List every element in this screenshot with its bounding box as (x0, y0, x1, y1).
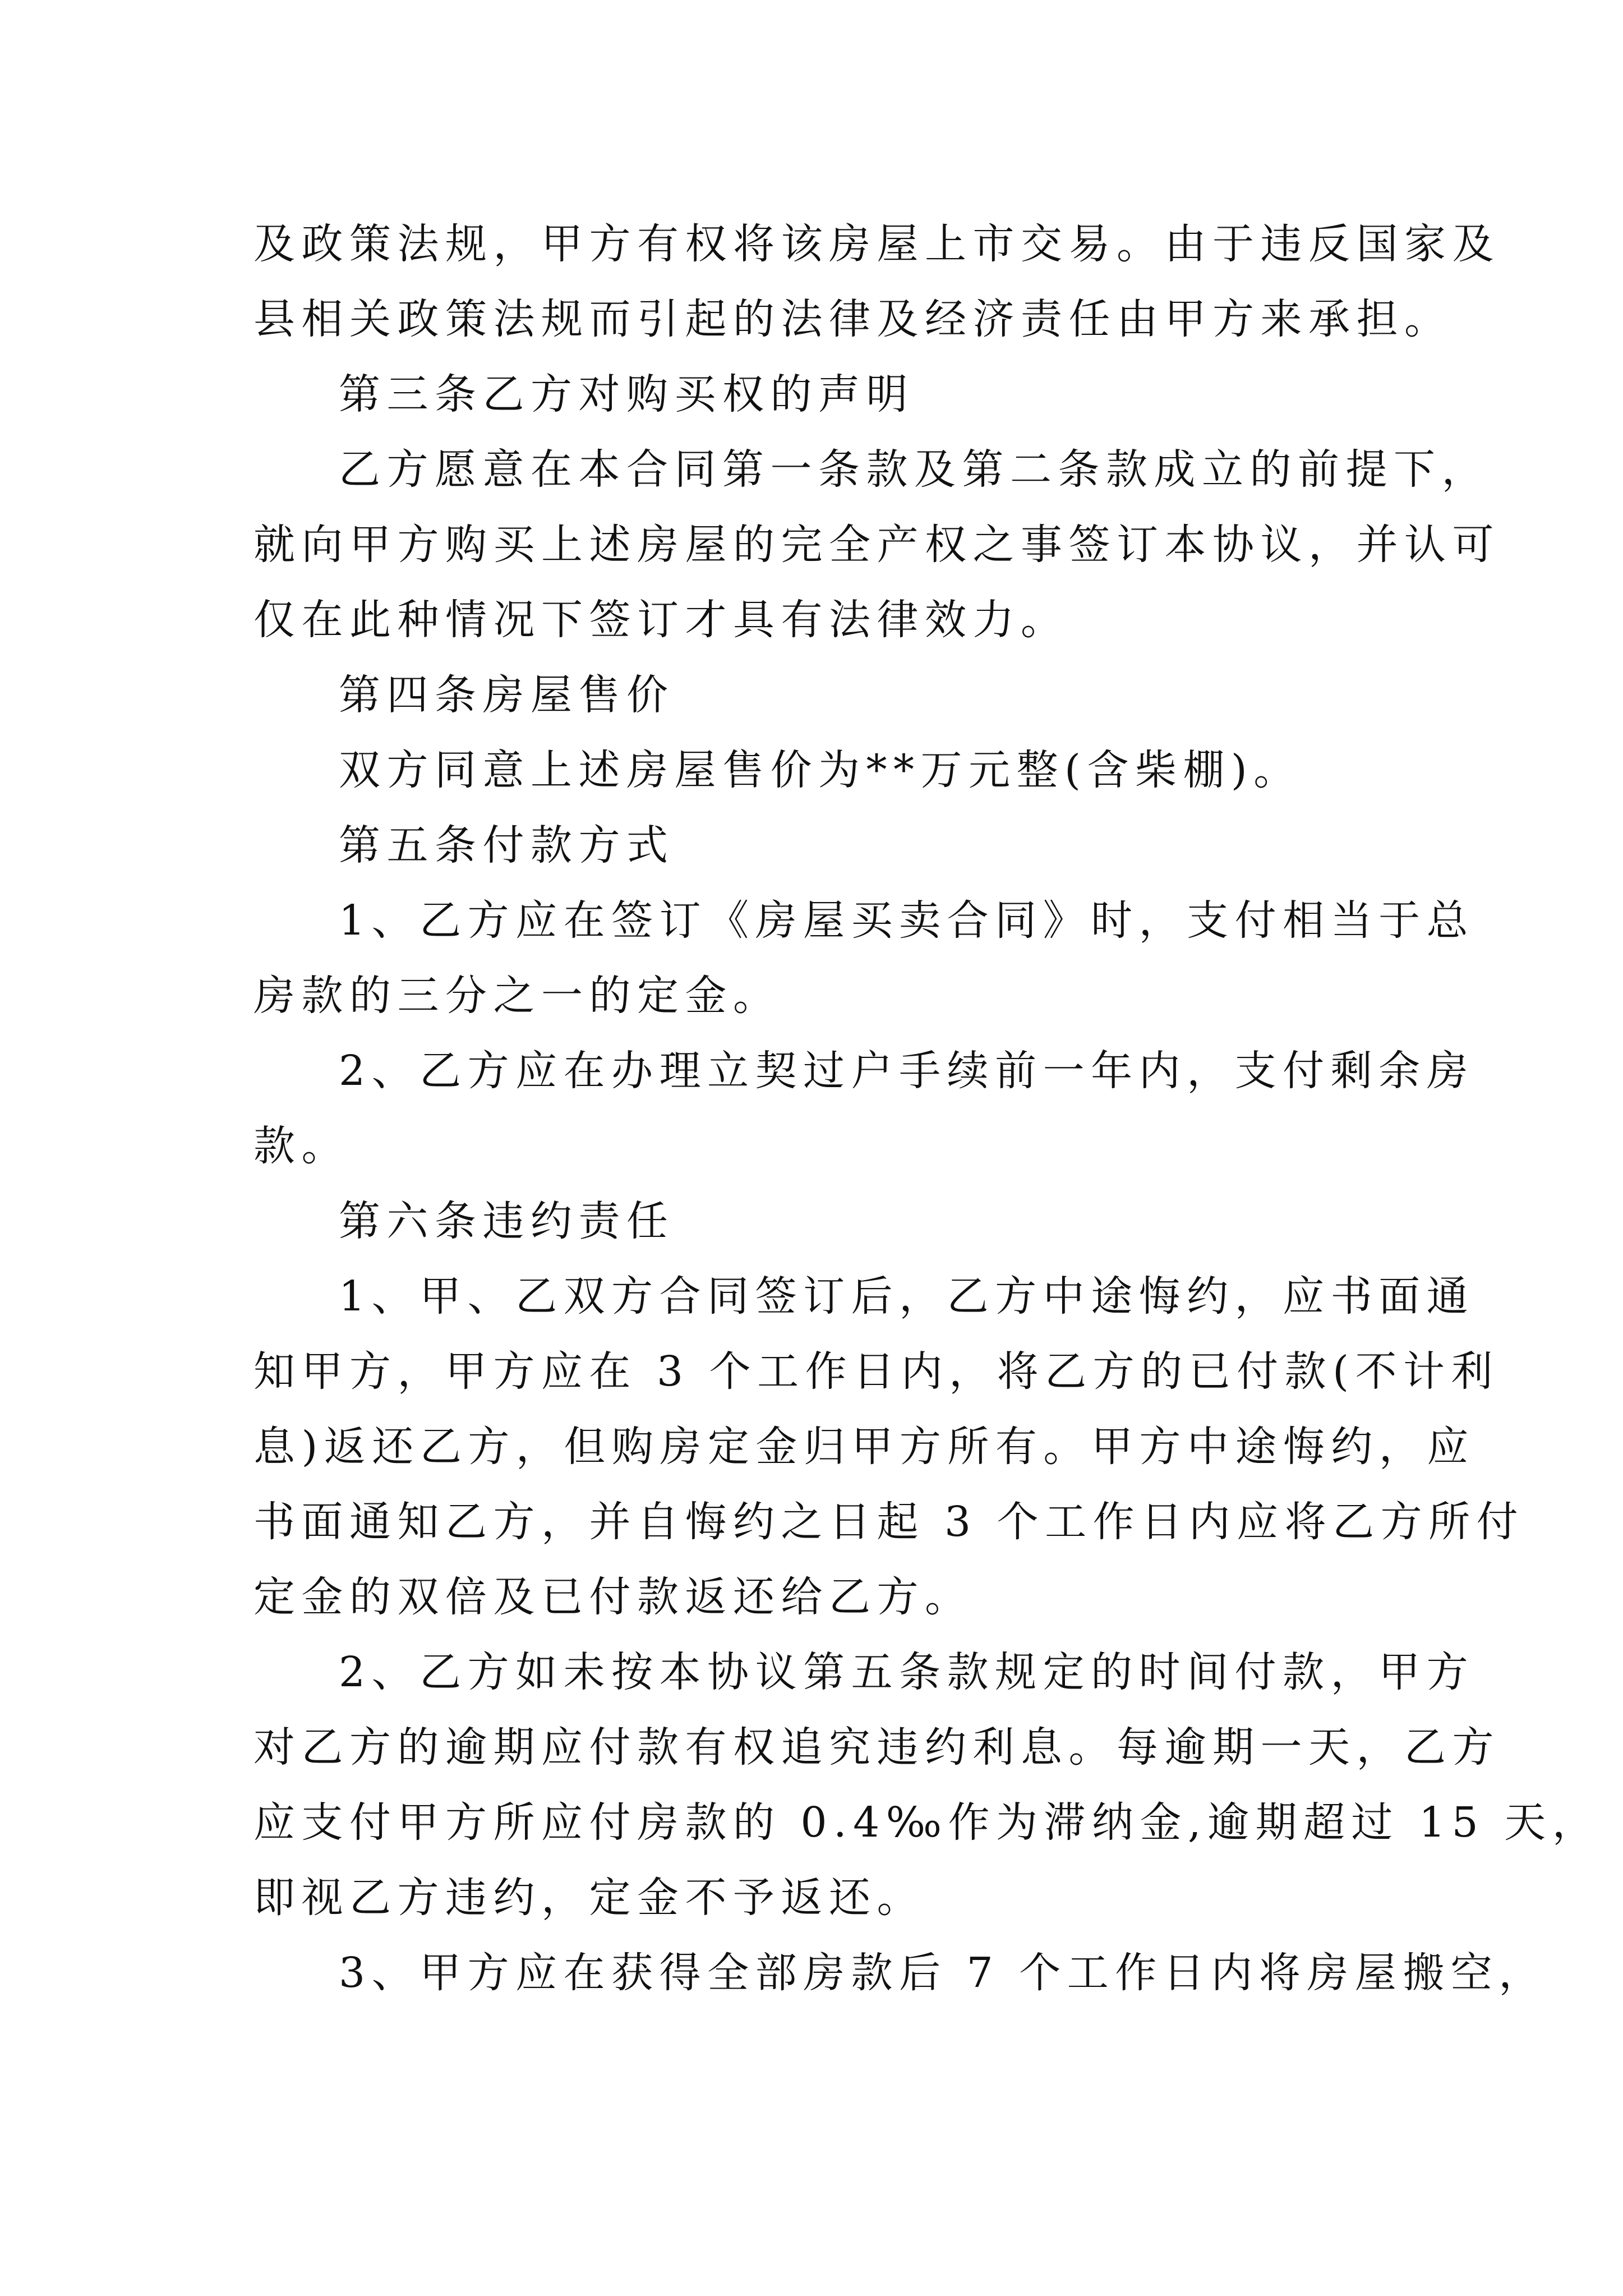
body-line: 1、甲、乙双方合同签订后，乙方中途悔约，应书面通 (339, 1272, 1475, 1320)
body-line: 房款的三分之一的定金。 (253, 972, 781, 1020)
article-heading: 第三条乙方对购买权的声明 (339, 370, 914, 418)
body-line: 双方同意上述房屋售价为**万元整(含柴棚)。 (339, 746, 1302, 794)
article-heading: 第六条违约责任 (339, 1197, 675, 1245)
body-line: 知甲方，甲方应在 3 个工作日内，将乙方的已付款(不计利 (253, 1347, 1499, 1396)
document-body (253, 206, 1601, 2010)
body-line: 2、乙方如未按本协议第五条款规定的时间付款，甲方 (339, 1648, 1475, 1696)
article-heading: 第四条房屋售价 (339, 671, 675, 719)
article-heading: 第五条付款方式 (339, 821, 675, 869)
body-line: 1、乙方应在签订《房屋买卖合同》时，支付相当于总 (339, 896, 1475, 945)
body-line: 县相关政策法规而引起的法律及经济责任由甲方来承担。 (253, 295, 1453, 343)
body-line: 乙方愿意在本合同第一条款及第二条款成立的前提下， (339, 445, 1490, 494)
body-line: 对乙方的逾期应付款有权追究违约利息。每逾期一天，乙方 (253, 1723, 1500, 1772)
body-line: 仅在此种情况下签订才具有法律效力。 (253, 596, 1069, 644)
body-line: 定金的双倍及已付款返还给乙方。 (253, 1573, 973, 1621)
body-line: 3、甲方应在获得全部房款后 7 个工作日内将房屋搬空， (339, 1949, 1547, 1997)
body-line: 息)返还乙方，但购房定金归甲方所有。甲方中途悔约，应 (253, 1423, 1475, 1471)
body-line: 2、乙方应在办理立契过户手续前一年内，支付剩余房 (339, 1047, 1475, 1095)
body-line: 及政策法规，甲方有权将该房屋上市交易。由于违反国家及 (253, 220, 1500, 268)
body-line: 书面通知乙方，并自悔约之日起 3 个工作日内应将乙方所付 (253, 1498, 1525, 1546)
body-line: 应支付甲方所应付房款的 0.4‰作为滞纳金,逾期超过 15 天， (253, 1798, 1601, 1847)
body-line: 款。 (253, 1122, 349, 1170)
body-line: 即视乙方违约，定金不予返还。 (253, 1874, 925, 1922)
body-line: 就向甲方购买上述房屋的完全产权之事签订本协议，并认可 (253, 521, 1500, 569)
